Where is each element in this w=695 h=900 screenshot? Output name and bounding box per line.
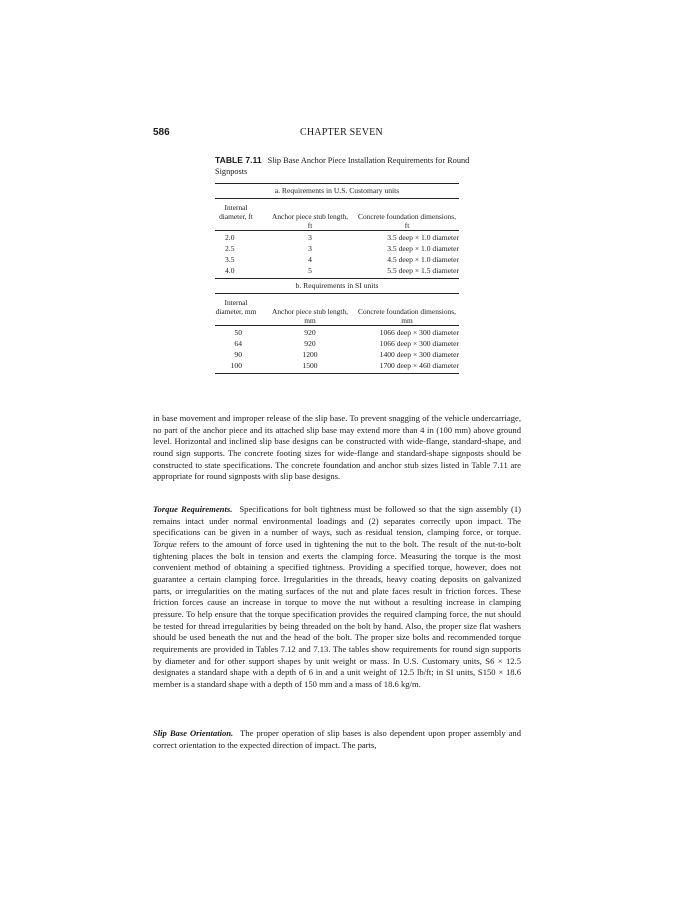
- torque-text-2: refers to the amount of force used in tightening the nut to the bolt. The result of the nut-to-bolt tightening places the bolt in tension and exerts the clamping force. Measuring the torque is the most convenient method of obtaining a specified tightness. Providing a specified torque, however, does not guarantee a certain clamping force. Irregularities in the threads, heavy coating deposits on galvanized parts, or irregularities on the mating surfaces of the nut and plate faces result in friction forces. These friction forces cause an increase in torque to move the nut without a resulting increase in clamping pressure. To help ensure that the torque specification provides the required clamping force, the nut should be tested for thread irregularities by being threaded on the bolt by hand. Also, the proper size flat washers should be used beneath the nut and the head of the bolt. The proper size bolts and recommended torque requirements are provided in Tables 7.12 and 7.13. The tables show requirements for round sign supports by diameter and for other support shapes by unit weight or mass. In U.S. Customary units, S6 × 12.5 designates a standard shape with a depth of 6 in and a unit weight of 12.5 lb/ft; in SI units, S150 × 18.6 member is a standard shape with a depth of 150 mm and a mass of 18.6 kg/m.: [153, 538, 521, 689]
- column-header-diameter: Internal diameter, ft: [219, 203, 253, 221]
- column-headers-us: [215, 199, 459, 230]
- cell-diameter: 64: [234, 339, 242, 348]
- table-rule: [215, 373, 459, 374]
- anchor-requirements-table: [215, 183, 459, 374]
- table-row: [215, 338, 459, 349]
- orientation-heading: Slip Base Orientation.: [153, 728, 234, 738]
- cell-stub-length: 1200: [302, 350, 318, 359]
- column-header-foundation: Concrete foundation dimensions, mm: [358, 307, 456, 325]
- cell-stub-length: 4: [308, 255, 312, 264]
- cell-diameter: 100: [230, 361, 242, 370]
- cell-stub-length: 5: [308, 266, 312, 275]
- cell-foundation: 4.5 deep × 1.0 diameter: [387, 255, 459, 264]
- running-head: CHAPTER SEVEN: [300, 127, 383, 138]
- intro-paragraph: in base movement and improper release of the slip base. To prevent snagging of the vehicle undercarriage, no part of the anchor piece and its attached slip base may extend more than 4 in (100 mm) above ground level. Horizontal and inclined slip base designs can be constructed with wide-flange, standard-shape, and round sign supports. The concrete footing sizes for wide-flange and standard-shape signposts should be constructed to state specifications. The concrete foundation and anchor stub sizes listed in Table 7.11 are appropriate for round signposts with slip base designs.: [153, 413, 521, 482]
- section-title-si: b. Requirements in SI units: [295, 281, 379, 290]
- cell-diameter: 4.0: [225, 266, 235, 275]
- cell-foundation: 1700 deep × 460 diameter: [379, 361, 459, 370]
- table-body-si: [215, 326, 459, 373]
- column-header-foundation: Concrete foundation dimensions, ft: [358, 212, 456, 230]
- cell-diameter: 2.5: [225, 244, 235, 253]
- section-title-us: a. Requirements in U.S. Customary units: [274, 186, 400, 195]
- cell-diameter: 2.0: [225, 233, 235, 242]
- torque-term: Torque: [153, 538, 177, 549]
- table-row: [215, 349, 459, 360]
- cell-diameter: 3.5: [225, 255, 235, 264]
- table-label: TABLE 7.11: [215, 155, 262, 165]
- table-caption-text: Slip Base Anchor Piece Installation Requirements for Round Signposts: [215, 156, 470, 176]
- column-headers-si: [215, 294, 459, 325]
- table-row: [215, 327, 459, 338]
- table-row: [215, 232, 459, 243]
- table-row: [215, 254, 459, 265]
- cell-foundation: 1066 deep × 300 diameter: [379, 339, 459, 348]
- table-body-us: [215, 231, 459, 278]
- table-row: [215, 360, 459, 371]
- cell-stub-length: 920: [304, 339, 316, 348]
- cell-diameter: 90: [234, 350, 242, 359]
- cell-stub-length: 3: [308, 244, 312, 253]
- cell-foundation: 5.5 deep × 1.5 diameter: [387, 266, 459, 275]
- page-number: 586: [153, 127, 170, 138]
- column-header-diameter: Internal diameter, mm: [215, 298, 257, 316]
- cell-diameter: 50: [234, 328, 242, 337]
- cell-foundation: 1400 deep × 300 diameter: [379, 350, 459, 359]
- cell-foundation: 3.5 deep × 1.0 diameter: [387, 233, 459, 242]
- torque-heading: Torque Requirements.: [153, 504, 233, 514]
- cell-stub-length: 1500: [302, 361, 318, 370]
- column-header-stub-length: Anchor piece stub length, ft: [272, 212, 348, 230]
- cell-stub-length: 920: [304, 328, 316, 337]
- orientation-text: The proper operation of slip bases is also dependent upon proper assembly and correct orientation to the expected direction of impact. The parts,: [153, 728, 521, 750]
- cell-stub-length: 3: [308, 233, 312, 242]
- table-row: [215, 243, 459, 254]
- table-caption: [215, 155, 475, 177]
- cell-foundation: 3.5 deep × 1.0 diameter: [387, 244, 459, 253]
- column-header-stub-length: Anchor piece stub length, mm: [272, 307, 348, 325]
- torque-text-1: Specifications for bolt tightness must be followed so that the sign assembly (1) remains intact under normal environmental loadings and (2) separates correctly upon impact. The specifications can be given in a number of ways, such as residual tension, clamping force, or torque.: [153, 504, 522, 538]
- cell-foundation: 1066 deep × 300 diameter: [379, 328, 459, 337]
- torque-paragraph: [153, 504, 521, 691]
- table-row: [215, 265, 459, 276]
- orientation-paragraph: [153, 728, 521, 751]
